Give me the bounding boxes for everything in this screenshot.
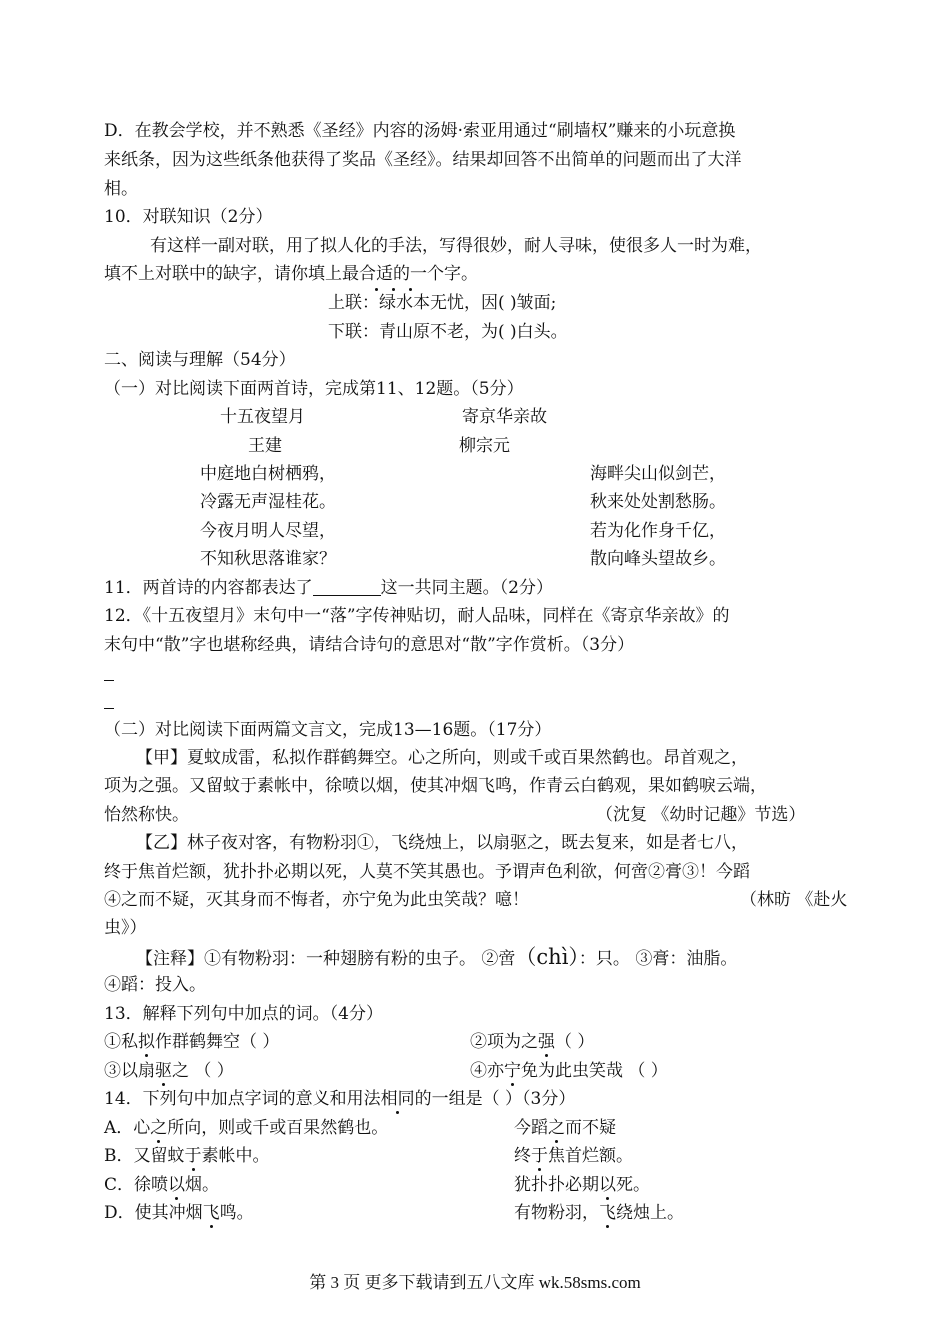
q13-3-text-end: 之 （ ） xyxy=(172,1061,234,1081)
opt-text: 终 xyxy=(514,1146,531,1166)
option-b-left[interactable] xyxy=(104,1144,270,1168)
question-12-line-2: 末句中“散”字也堪称经典，请结合诗句的意思对“散”字作赏析。（3分） xyxy=(104,635,635,655)
q13-1-dotted-word: 拟 xyxy=(138,1032,155,1052)
emphasis-dot xyxy=(376,262,377,286)
q13-2-text: ②项为之 xyxy=(470,1032,538,1052)
poem-2-line: 秋来处处割愁肠。 xyxy=(590,492,726,512)
question-10-heading: 10．对联知识（2分） xyxy=(104,207,273,227)
opt-text: 烟。 xyxy=(185,1175,220,1195)
part-2-heading: （二）对比阅读下面两篇文言文，完成13—16题。（17分） xyxy=(104,720,552,740)
option-d-line-1: D．在教会学校，并不熟悉《圣经》内容的汤姆·索亚用通过“刷墙权”赚来的小玩意换 xyxy=(104,121,736,141)
option-d-line-3: 相。 xyxy=(104,179,138,199)
q13-4-text-end: 免为此虫笑哉 （ ） xyxy=(521,1061,668,1081)
opt-text: 绕烛上。 xyxy=(616,1203,684,1223)
poem-1-line: 不知秋思落谁家？ xyxy=(200,549,336,569)
passage-jia-source: （沈复 《幼时记趣》节选） xyxy=(596,805,806,825)
opt-dotted-char: 于 xyxy=(184,1146,202,1166)
passage-jia-line-3: 怡然称快。 xyxy=(104,805,189,825)
q11-answer-blank[interactable] xyxy=(313,578,381,596)
q13-2-dotted-word: 强 xyxy=(538,1032,555,1052)
question-10-paragraph-1: 有这样一副对联，用了拟人化的手法，写得很妙，耐人寻味，使很多人一时为难， xyxy=(150,236,762,256)
page-footer: 第 3 页 更多下载请到五八文库 wk.58sms.com xyxy=(309,1273,641,1292)
q11-text: 11．两首诗的内容都表达了 xyxy=(104,578,313,598)
q14-text-end: 的一组是（ ）（3分） xyxy=(414,1089,576,1109)
opt-dotted-char: 之 xyxy=(150,1118,168,1138)
opt-text: A．心 xyxy=(104,1118,151,1138)
answer-line[interactable] xyxy=(104,680,114,681)
question-13-item-4 xyxy=(470,1059,668,1083)
note-text-end: ：只。 ③膏：油脂。 xyxy=(578,949,738,969)
couplet-upper: 上联：绿水本无忧，因( )皱面; xyxy=(328,293,557,313)
opt-dotted-char: 飞 xyxy=(202,1203,220,1223)
option-b-right xyxy=(514,1144,633,1168)
opt-text: 所向，则或千或百果然鹤也。 xyxy=(167,1118,389,1138)
note-text: 【注释】①有物粉羽：一种翅膀有粉的虫子。 ②啻 xyxy=(136,949,516,969)
part-1-heading: （一）对比阅读下面两首诗，完成第11、12题。（5分） xyxy=(104,379,524,399)
q10-text: 填不上对联中的缺字，请你填上 xyxy=(104,264,342,284)
poem-1-line: 今夜月明人尽望， xyxy=(200,521,336,541)
poem-2-line: 散向峰头望故乡。 xyxy=(590,549,726,569)
poem-2-line: 海畔尖山似剑芒， xyxy=(590,464,726,484)
passage-yi-line-2: 终于焦首烂额，犹扑扑必期以死，人莫不笑其愚也。予谓声色利欲，何啻②膏③！今蹈 xyxy=(104,862,750,882)
opt-text: 有物粉羽， xyxy=(514,1203,599,1223)
poem-1-line: 冷露无声湿桂花。 xyxy=(200,492,336,512)
poem-1-title: 十五夜望月 xyxy=(220,407,305,427)
opt-text: 犹扑扑必期 xyxy=(514,1175,599,1195)
option-a-left[interactable] xyxy=(104,1116,388,1140)
opt-text: 鸣。 xyxy=(219,1203,254,1223)
q10-emphasis: 最合适 xyxy=(342,264,393,284)
question-14-heading xyxy=(104,1087,575,1111)
question-13-heading: 13．解释下列句中加点的词。（4分） xyxy=(104,1004,383,1024)
opt-text: C．徐喷 xyxy=(104,1175,169,1195)
passage-yi-line-4: 虫》） xyxy=(104,918,147,938)
opt-text: D．使其冲烟 xyxy=(104,1203,203,1223)
q14-text: 14．下列句中加点字词的意义和用法 xyxy=(104,1089,381,1109)
passage-jia-line-2: 项为之强。又留蚊于素帐中，徐喷以烟，使其冲烟飞鸣，作青云白鹤观，果如鹤唳云端， xyxy=(104,776,767,796)
q13-1-text-end: 作群鹤舞空（ ） xyxy=(155,1032,280,1052)
section-2-heading: 二、阅读与理解（54分） xyxy=(104,350,296,370)
passage-yi-line-3: ④之而不疑，灭其身而不悔者，亦宁免为此虫笑哉？噫！ xyxy=(104,890,529,910)
opt-dotted-char: 以 xyxy=(599,1175,616,1195)
emphasis-dot xyxy=(410,262,411,286)
opt-dotted-char: 以 xyxy=(168,1175,186,1195)
q14-emphasis: 相同 xyxy=(380,1089,415,1109)
option-c-right xyxy=(514,1173,650,1197)
opt-text: 焦首烂额。 xyxy=(548,1146,633,1166)
option-d-line-2: 来纸条，因为这些纸条他获得了奖品《圣经》。结果却回答不出简单的问题而出了大洋 xyxy=(104,150,742,170)
annotation-line-2: ④蹈：投入。 xyxy=(104,975,206,995)
question-11 xyxy=(104,576,553,600)
note-pinyin: （chì） xyxy=(515,945,579,969)
q13-4-text: ④亦 xyxy=(470,1061,504,1081)
poem-2-title: 寄京华亲故 xyxy=(462,407,547,427)
q11-text-end: 这一共同主题。（2分） xyxy=(380,578,553,598)
q13-2-text-end: （ ） xyxy=(555,1032,595,1052)
opt-text: B．又留蚊 xyxy=(104,1146,185,1166)
opt-dotted-char: 飞 xyxy=(599,1203,616,1223)
question-12-line-1: 12．《十五夜望月》末句中一“落”字传神贴切，耐人品味，同样在《寄京华亲故》的 xyxy=(104,606,730,626)
answer-line[interactable] xyxy=(104,708,114,709)
opt-dotted-char: 于 xyxy=(531,1146,548,1166)
passage-yi-source: （林昉 《赴火 xyxy=(740,890,848,910)
option-d-left[interactable] xyxy=(104,1201,254,1225)
option-d-right xyxy=(514,1201,684,1225)
q13-1-text: ①私 xyxy=(104,1032,138,1052)
opt-text: 而不疑 xyxy=(565,1118,616,1138)
poem-2-author: 柳宗元 xyxy=(459,436,510,456)
opt-text: 素帐中。 xyxy=(201,1146,270,1166)
poem-2-line: 若为化作身千亿， xyxy=(590,521,726,541)
q10-text-end: 的一个字。 xyxy=(393,264,478,284)
couplet-lower: 下联：青山原不老，为( )白头。 xyxy=(328,322,568,342)
question-10-paragraph-2 xyxy=(104,262,478,286)
opt-text: 今蹈 xyxy=(514,1118,548,1138)
passage-jia-line-1: 【甲】夏蚊成雷，私拟作群鹤舞空。心之所向，则或千或百果然鹤也。昂首观之， xyxy=(136,748,748,768)
opt-text: 死。 xyxy=(616,1175,650,1195)
poem-1-line: 中庭地白树栖鸦， xyxy=(200,464,336,484)
emphasis-dot xyxy=(393,262,394,286)
question-13-item-2 xyxy=(470,1030,594,1054)
passage-yi-line-1: 【乙】林子夜对客，有物粉羽①，飞绕烛上，以扇驱之，既去复来，如是者七八， xyxy=(136,833,748,853)
annotation-line-1 xyxy=(136,945,737,971)
question-13-item-1 xyxy=(104,1030,279,1054)
question-13-item-3 xyxy=(104,1059,234,1083)
option-a-right xyxy=(514,1116,616,1140)
poem-1-author: 王建 xyxy=(248,436,282,456)
q13-4-dotted-word: 宁 xyxy=(504,1061,521,1081)
opt-dotted-char: 之 xyxy=(548,1118,565,1138)
q13-3-dotted-word: 驱 xyxy=(155,1061,172,1081)
q13-3-text: ③以扇 xyxy=(104,1061,155,1081)
option-c-left[interactable] xyxy=(104,1173,219,1197)
